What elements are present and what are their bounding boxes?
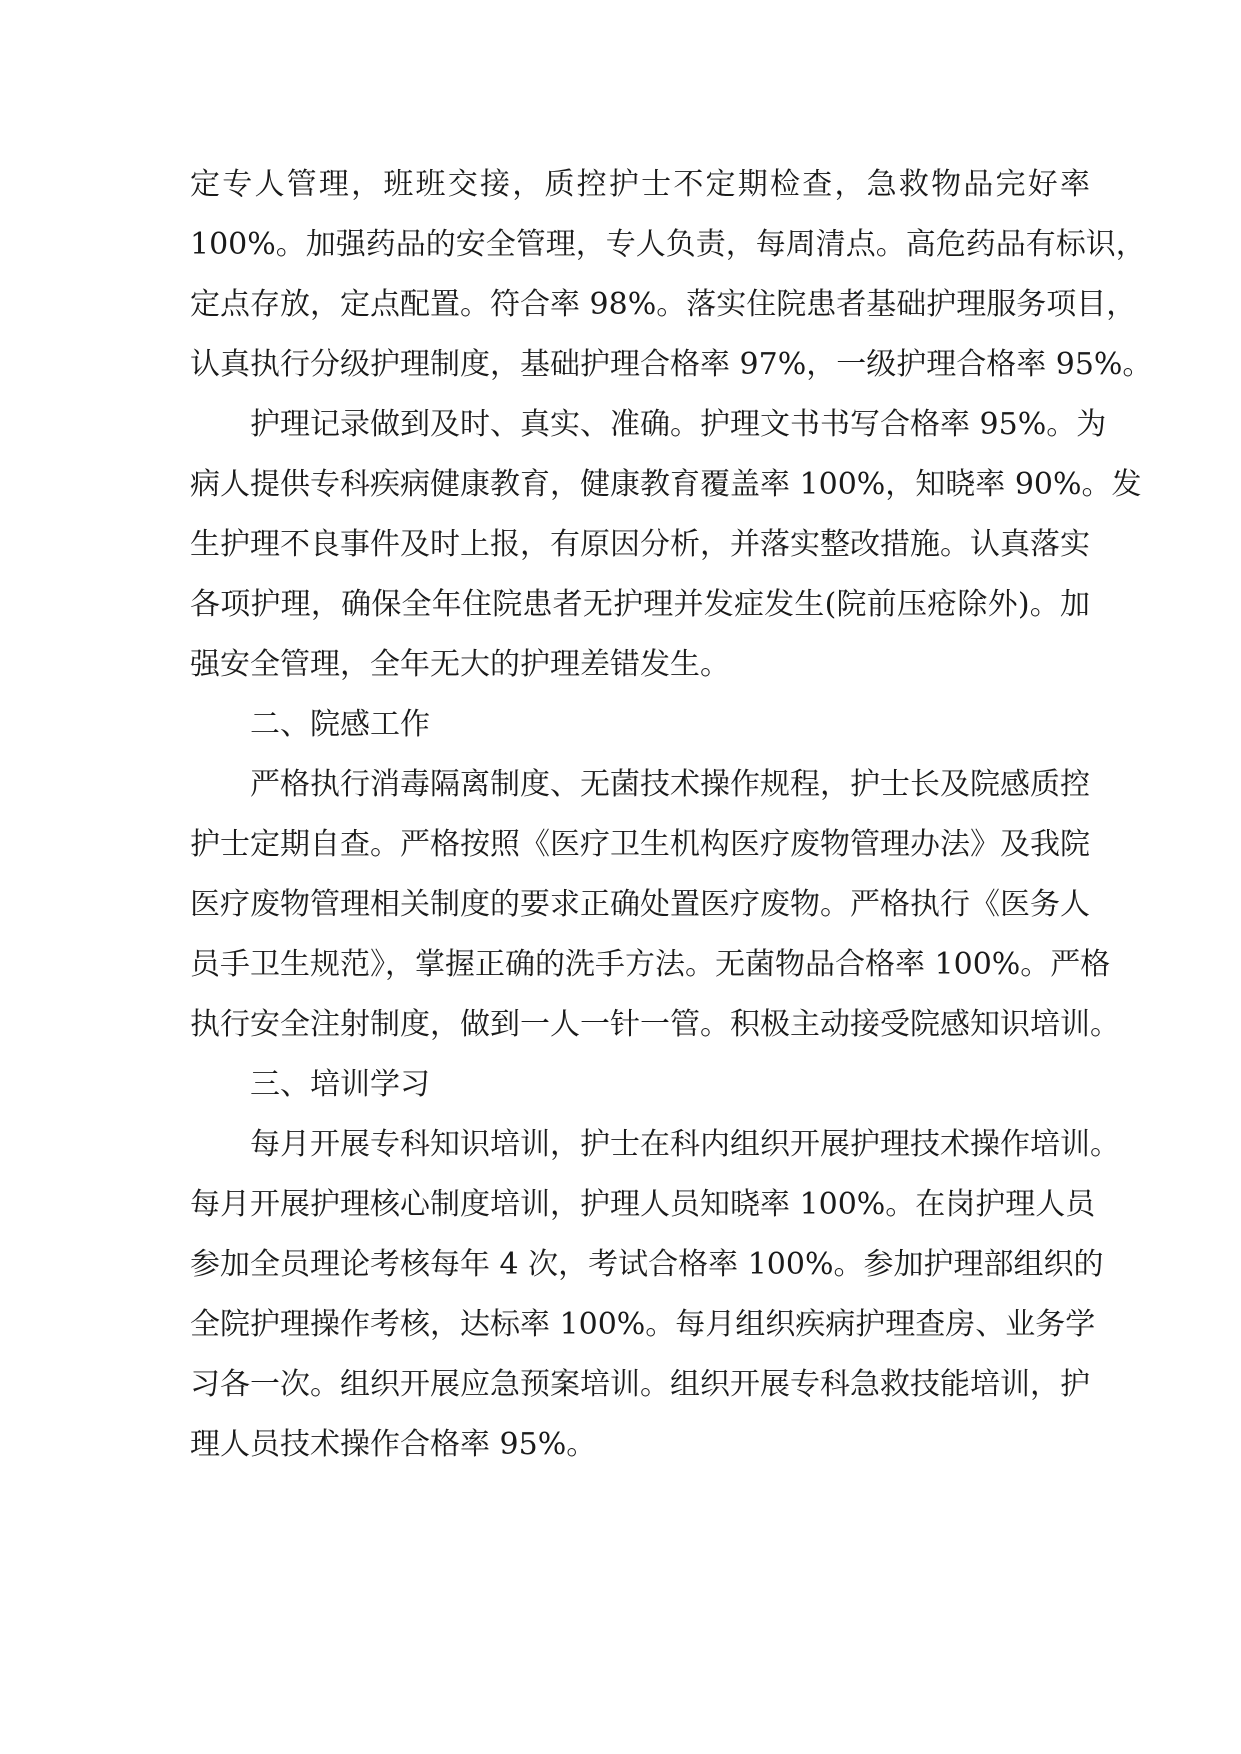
text-line: 员手卫生规范》，掌握正确的洗手方法。无菌物品合格率 100%。严格 [190,947,1111,982]
text-line: 护理记录做到及时、真实、准确。护理文书书写合格率 95%。为 [250,407,1107,442]
section-heading [190,1055,1090,1115]
text-line: 每月开展护理核心制度培训，护理人员知晓率 100%。在岗护理人员 [190,1187,1096,1222]
text-line: 执行安全注射制度，做到一人一针一管。积极主动接受院感知识培训。 [190,1007,1120,1042]
text-line: 强安全管理，全年无大的护理差错发生。 [190,647,730,682]
text-line: 每月开展专科知识培训，护士在科内组织开展护理技术操作培训。 [250,1127,1120,1162]
heading-text: 三、培训学习 [250,1067,430,1102]
text-line: 各项护理，确保全年住院患者无护理并发症发生(院前压疮除外)。加 [190,587,1090,622]
text-line: 生护理不良事件及时上报，有原因分析，并落实整改措施。认真落实 [190,527,1090,562]
document-body [190,155,1153,1475]
text-line: 定专人管理，班班交接，质控护士不定期检查，急救物品完好率 [190,167,1090,202]
paragraph [190,155,1153,395]
text-line: 全院护理操作考核，达标率 100%。每月组织疾病护理查房、业务学 [190,1307,1096,1342]
text-line: 护士定期自查。严格按照《医疗卫生机构医疗废物管理办法》及我院 [190,827,1090,862]
paragraph [190,755,1120,1055]
text-line: 医疗废物管理相关制度的要求正确处置医疗废物。严格执行《医务人 [190,887,1090,922]
section-heading [190,695,1090,755]
text-line: 病人提供专科疾病健康教育，健康教育覆盖率 100%，知晓率 90%。发 [190,467,1142,502]
text-line: 理人员技术操作合格率 95%。 [190,1427,597,1462]
text-line: 100%。加强药品的安全管理，专人负责，每周清点。高危药品有标识， [190,227,1146,262]
paragraph [190,395,1142,695]
text-line: 严格执行消毒隔离制度、无菌技术操作规程，护士长及院感质控 [250,767,1090,802]
text-line: 认真执行分级护理制度，基础护理合格率 97%，一级护理合格率 95%。 [190,347,1153,382]
heading-text: 二、院感工作 [250,707,430,742]
text-line: 参加全员理论考核每年 4 次，考试合格率 100%。参加护理部组织的 [190,1247,1104,1282]
text-line: 定点存放，定点配置。符合率 98%。落实住院患者基础护理服务项目， [190,287,1137,322]
paragraph [190,1115,1120,1475]
text-line: 习各一次。组织开展应急预案培训。组织开展专科急救技能培训，护 [190,1367,1090,1402]
